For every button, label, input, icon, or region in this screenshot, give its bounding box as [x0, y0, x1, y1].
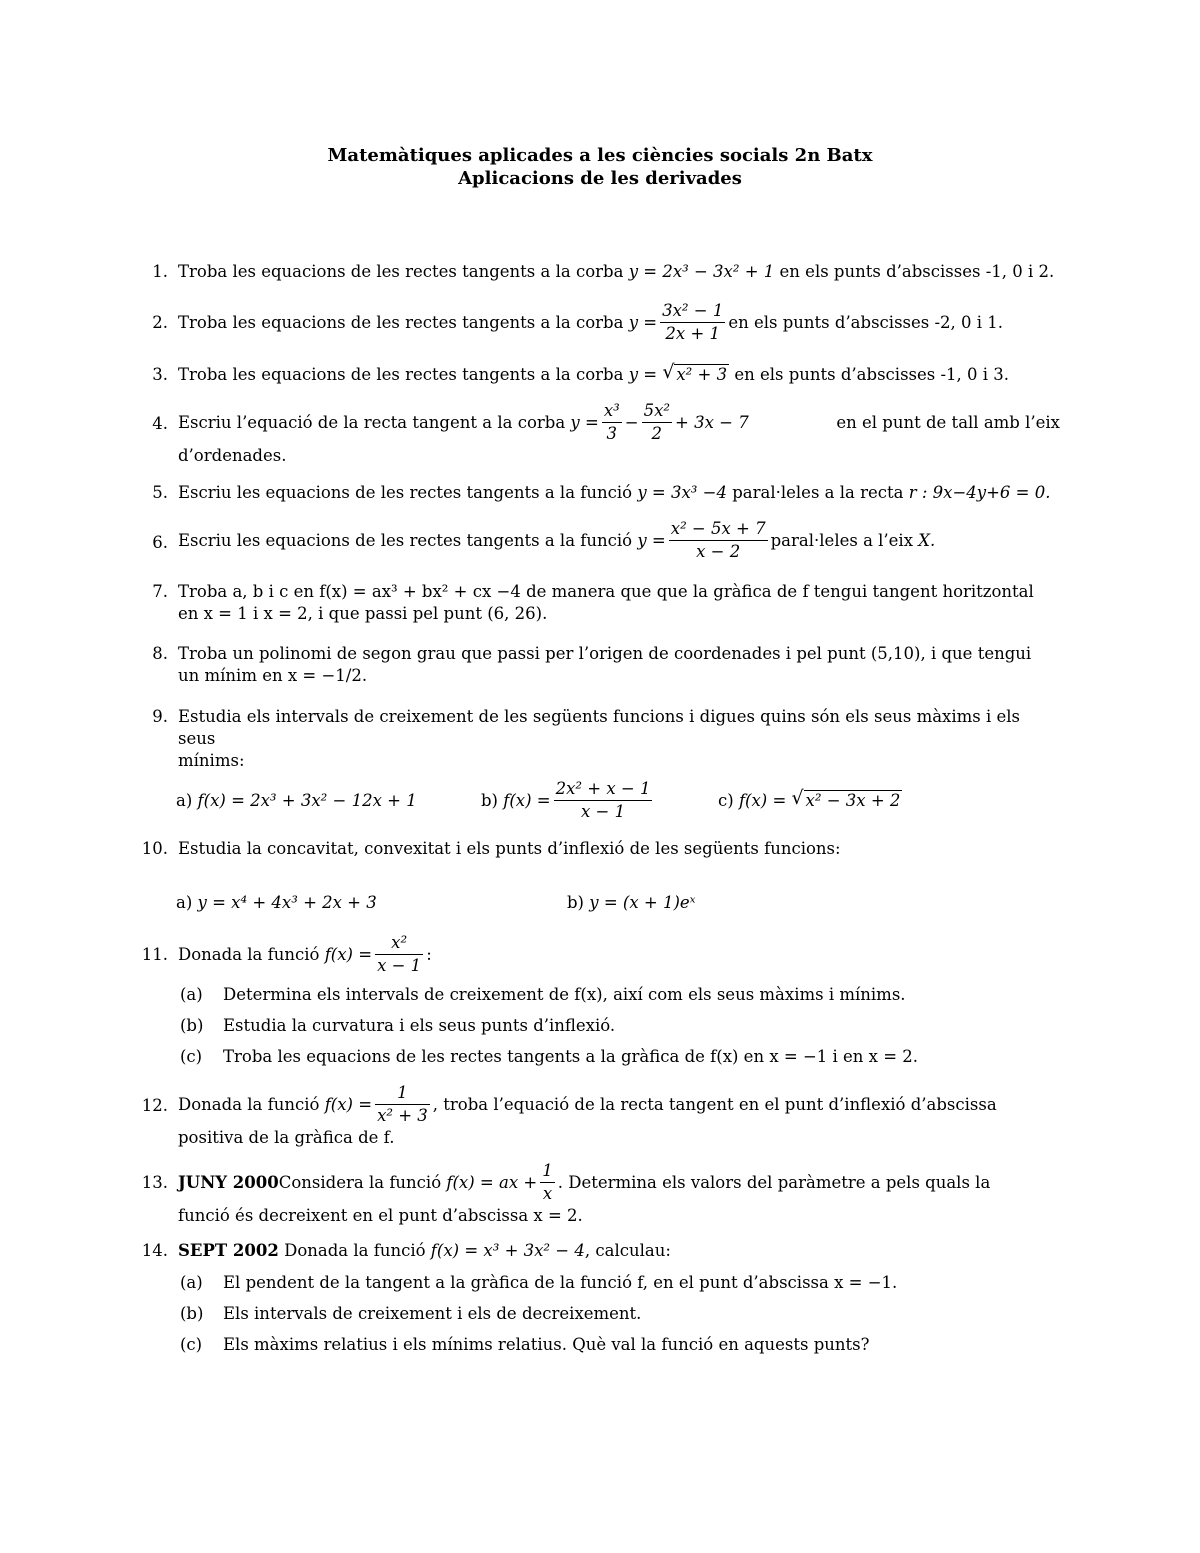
- exercise-text: en els punts d’abscisses -1, 0 i 2.: [774, 262, 1055, 281]
- fraction-numerator: 3x² − 1: [660, 300, 725, 323]
- formula-lhs: y =: [628, 365, 658, 384]
- exercise-text: Troba les equacions de les rectes tangents a la corba: [178, 262, 629, 281]
- exercise-number: 10.: [141, 839, 168, 858]
- exercise-text: , calculau:: [584, 1241, 671, 1260]
- exercise-text: Estudia la concavitat, convexitat i els punts d’inflexió de les següents funcions:: [178, 839, 841, 858]
- exercise-text: Donada la funció: [178, 1094, 320, 1114]
- fraction-denominator: 2x + 1: [665, 324, 721, 343]
- operator: −: [624, 412, 639, 432]
- fraction-numerator: x² − 5x + 7: [669, 518, 768, 541]
- formula-lhs: y =: [637, 530, 666, 550]
- fraction-numerator: 2x² + x − 1: [554, 778, 653, 801]
- exercise-text: en els punts d’abscisses -1, 0 i 3.: [729, 365, 1010, 384]
- exercise-number: 7.: [152, 582, 168, 601]
- fraction-denominator: x − 1: [377, 956, 422, 975]
- item-label: (b): [180, 1016, 204, 1035]
- formula: y = (x + 1)eˣ: [589, 893, 696, 912]
- exercise-text-line2: en x = 1 i x = 2, i que passi pel punt (6, 26).: [178, 604, 548, 623]
- q10-a: [176, 892, 377, 914]
- exercise-3: [140, 364, 1060, 386]
- fraction-denominator: 3: [606, 424, 618, 443]
- item-label: (a): [180, 1273, 203, 1292]
- formula: y = x⁴ + 4x³ + 2x + 3: [197, 893, 377, 912]
- formula: y = 3x³ −4: [637, 483, 727, 502]
- item-label: c): [718, 791, 734, 810]
- exercise-14: [140, 1240, 1060, 1262]
- formula-lhs: f(x) =: [738, 791, 787, 810]
- item-text: Estudia la curvatura i els seus punts d’inflexió.: [223, 1016, 616, 1035]
- fraction: [540, 1160, 555, 1205]
- fraction-denominator: x − 2: [696, 542, 741, 561]
- q9-c: [718, 790, 902, 812]
- exercise-number: 14.: [141, 1241, 168, 1260]
- exercise-text: Troba les equacions de les rectes tangents a la corba: [178, 312, 624, 332]
- exercise-9: [140, 706, 1060, 772]
- exercise-text: Troba les equacions de les rectes tangents a la corba: [178, 365, 629, 384]
- exercise-8: [140, 643, 1060, 687]
- exercise-text: Troba a, b i c en f(x) = ax³ + bx² + cx −4 de manera que que la gràfica de f tengui tangent horitzontal: [178, 582, 1034, 601]
- item-text: Determina els intervals de creixement de f(x), així com els seus màxims i mínims.: [223, 985, 906, 1004]
- item-label: (a): [180, 985, 203, 1004]
- formula-lhs: f(x) = ax +: [446, 1172, 538, 1192]
- exercise-4: [140, 400, 1060, 467]
- formula-lhs: f(x) =: [503, 790, 551, 810]
- exercise-text: Troba un polinomi de segon grau que passi per l’origen de coordenades i pel punt (5,10), i que tengui: [178, 644, 1032, 663]
- document-title: Matemàtiques aplicades a les ciències socials 2n Batx: [327, 145, 873, 166]
- fraction-numerator: x³: [602, 400, 622, 423]
- formula-lhs: f(x) =: [324, 1094, 373, 1114]
- item-label: (c): [180, 1335, 203, 1354]
- exam-session: SEPT 2002: [178, 1241, 279, 1260]
- fraction-denominator: x² + 3: [377, 1106, 428, 1125]
- fraction: [660, 300, 725, 345]
- fraction: [375, 1082, 430, 1127]
- exercise-7: [140, 581, 1060, 625]
- exercise-text: . Determina els valors del paràmetre a pels quals la: [557, 1172, 991, 1192]
- exam-session: JUNY 2000: [178, 1172, 279, 1192]
- exercise-number: 4.: [152, 414, 168, 433]
- formula: f(x) = 2x³ + 3x² − 12x + 1: [197, 791, 417, 810]
- exercise-text: Considera la funció: [278, 1172, 442, 1192]
- item-text: Els màxims relatius i els mínims relatius. Què val la funció en aquests punts?: [223, 1335, 870, 1354]
- formula-lhs: f(x) =: [324, 944, 373, 964]
- square-root: [662, 364, 729, 386]
- exercise-text: Estudia els intervals de creixement de les següents funcions i digues quins són els seus màxims i els seus: [178, 707, 1021, 748]
- exercise-text: paral·leles a l’eix: [770, 530, 914, 550]
- formula: y = 2x³ − 3x² + 1: [628, 262, 775, 281]
- formula: r : 9x−4y+6 = 0.: [908, 483, 1051, 502]
- exercise-text: paral·leles a la recta: [726, 483, 909, 502]
- fraction: [669, 518, 768, 563]
- fraction: [375, 932, 423, 977]
- fraction: [642, 400, 672, 445]
- fraction-numerator: 1: [375, 1082, 430, 1105]
- exercise-10: [140, 838, 1060, 860]
- exercise-number: 11.: [141, 945, 168, 964]
- fraction: [554, 778, 653, 823]
- exercise-number: 13.: [141, 1173, 168, 1192]
- fraction-numerator: 1: [540, 1160, 555, 1183]
- fraction-denominator: x: [542, 1184, 553, 1203]
- exercise-text: Escriu l’equació de la recta tangent a la corba: [178, 412, 566, 432]
- exercise-text: , troba l’equació de la recta tangent en el punt d’inflexió d’abscissa: [432, 1094, 997, 1114]
- radicand: x² + 3: [676, 365, 728, 384]
- fraction: [602, 400, 622, 445]
- fraction-denominator: 2: [651, 424, 663, 443]
- exercise-6: [140, 518, 1060, 563]
- item-label: a): [176, 791, 193, 810]
- exercise-number: 8.: [152, 644, 168, 663]
- exercise-number: 5.: [152, 483, 168, 502]
- exercise-text-line2: d’ordenades.: [178, 446, 287, 465]
- exercise-12: [140, 1082, 1060, 1149]
- exercise-text-line2: positiva de la gràfica de f.: [178, 1128, 395, 1147]
- exercise-text-line2: mínims:: [178, 751, 245, 770]
- formula: + 3x − 7: [675, 412, 749, 432]
- item-text: El pendent de la tangent a la gràfica de la funció f, en el punt d’abscissa x = −1.: [223, 1273, 898, 1292]
- item-label: b): [567, 893, 584, 912]
- exercise-number: 3.: [152, 365, 168, 384]
- document-subtitle: Aplicacions de les derivades: [458, 168, 742, 189]
- radicand: x² − 3x + 2: [805, 791, 901, 810]
- formula-lhs: y =: [570, 412, 599, 432]
- exercise-text: Donada la funció: [278, 1241, 431, 1260]
- axis-name: X.: [918, 530, 936, 550]
- exercise-number: 12.: [141, 1096, 168, 1115]
- exercise-text: :: [426, 944, 432, 964]
- exercise-number: 1.: [152, 262, 168, 281]
- fraction-numerator: 5x²: [642, 400, 672, 423]
- item-label: (c): [180, 1047, 203, 1066]
- exercise-text: Escriu les equacions de les rectes tangents a la funció: [178, 483, 638, 502]
- item-label: (b): [180, 1304, 204, 1323]
- exercise-text: en els punts d’abscisses -2, 0 i 1.: [728, 312, 1004, 332]
- item-text: Els intervals de creixement i els de decreixement.: [223, 1304, 642, 1323]
- fraction-denominator: x − 1: [580, 802, 626, 821]
- exercise-1: [140, 261, 1060, 283]
- formula-lhs: y =: [628, 312, 658, 332]
- formula: f(x) = x³ + 3x² − 4: [430, 1241, 585, 1260]
- q9-a: [176, 790, 417, 812]
- item-text: Troba les equacions de les rectes tangents a la gràfica de f(x) en x = −1 i en x = 2.: [223, 1047, 919, 1066]
- exercise-number: 9.: [152, 707, 168, 726]
- exercise-text-line2: un mínim en x = −1/2.: [178, 666, 368, 685]
- exercise-13: [140, 1160, 1060, 1227]
- exercise-text-line2: funció és decreixent en el punt d’abscissa x = 2.: [178, 1206, 583, 1225]
- item-label: b): [481, 790, 498, 810]
- item-label: a): [176, 893, 193, 912]
- q10-b: [567, 892, 696, 914]
- q9-b: [481, 778, 655, 823]
- exercise-text: en el punt de tall amb l’eix: [836, 412, 1060, 432]
- fraction-numerator: x²: [375, 932, 423, 955]
- exercise-number: 6.: [152, 533, 168, 552]
- exercise-text: Donada la funció: [178, 944, 320, 964]
- exercise-2: [140, 300, 1060, 345]
- exercise-text: Escriu les equacions de les rectes tangents a la funció: [178, 530, 633, 550]
- exercise-11: [140, 932, 1060, 977]
- square-root: [792, 790, 903, 812]
- exercise-5: [140, 482, 1060, 504]
- exercise-number: 2.: [152, 313, 168, 332]
